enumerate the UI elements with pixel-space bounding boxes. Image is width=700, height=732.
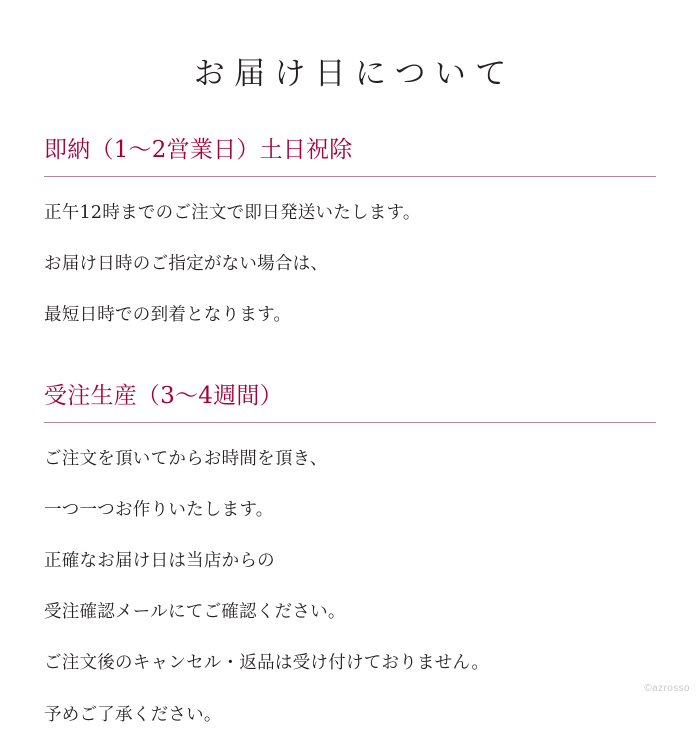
body-line: 一つ一つお作りいたします。 <box>44 500 274 521</box>
body-line: 最短日時での到着となります。 <box>44 305 292 326</box>
section-heading: 即納（1〜2営業日）土日祝除 <box>44 137 353 164</box>
section-immediate-shipping <box>44 135 656 333</box>
body-line: 受注確認メールにてご確認ください。 <box>44 602 346 623</box>
body-line: 予めご了承ください。 <box>44 704 222 725</box>
body-line: ご注文を頂いてからお時間を頂き、 <box>44 449 328 470</box>
section-heading: 受注生産（3〜4週間） <box>44 383 283 410</box>
body-line: お届け日時のご指定がない場合は、 <box>44 254 329 275</box>
section-made-to-order <box>44 381 656 732</box>
page-title: お届け日について <box>193 56 516 92</box>
body-line: 正午12時までのご注文で即日発送いたします。 <box>44 203 421 224</box>
body-line: 正確なお届け日は当店からの <box>44 551 275 572</box>
divider <box>44 176 656 177</box>
body-line: ご注文後のキャンセル・返品は受け付けておりません。 <box>44 653 490 674</box>
watermark: ©azrosso <box>644 683 690 694</box>
divider <box>44 422 656 423</box>
